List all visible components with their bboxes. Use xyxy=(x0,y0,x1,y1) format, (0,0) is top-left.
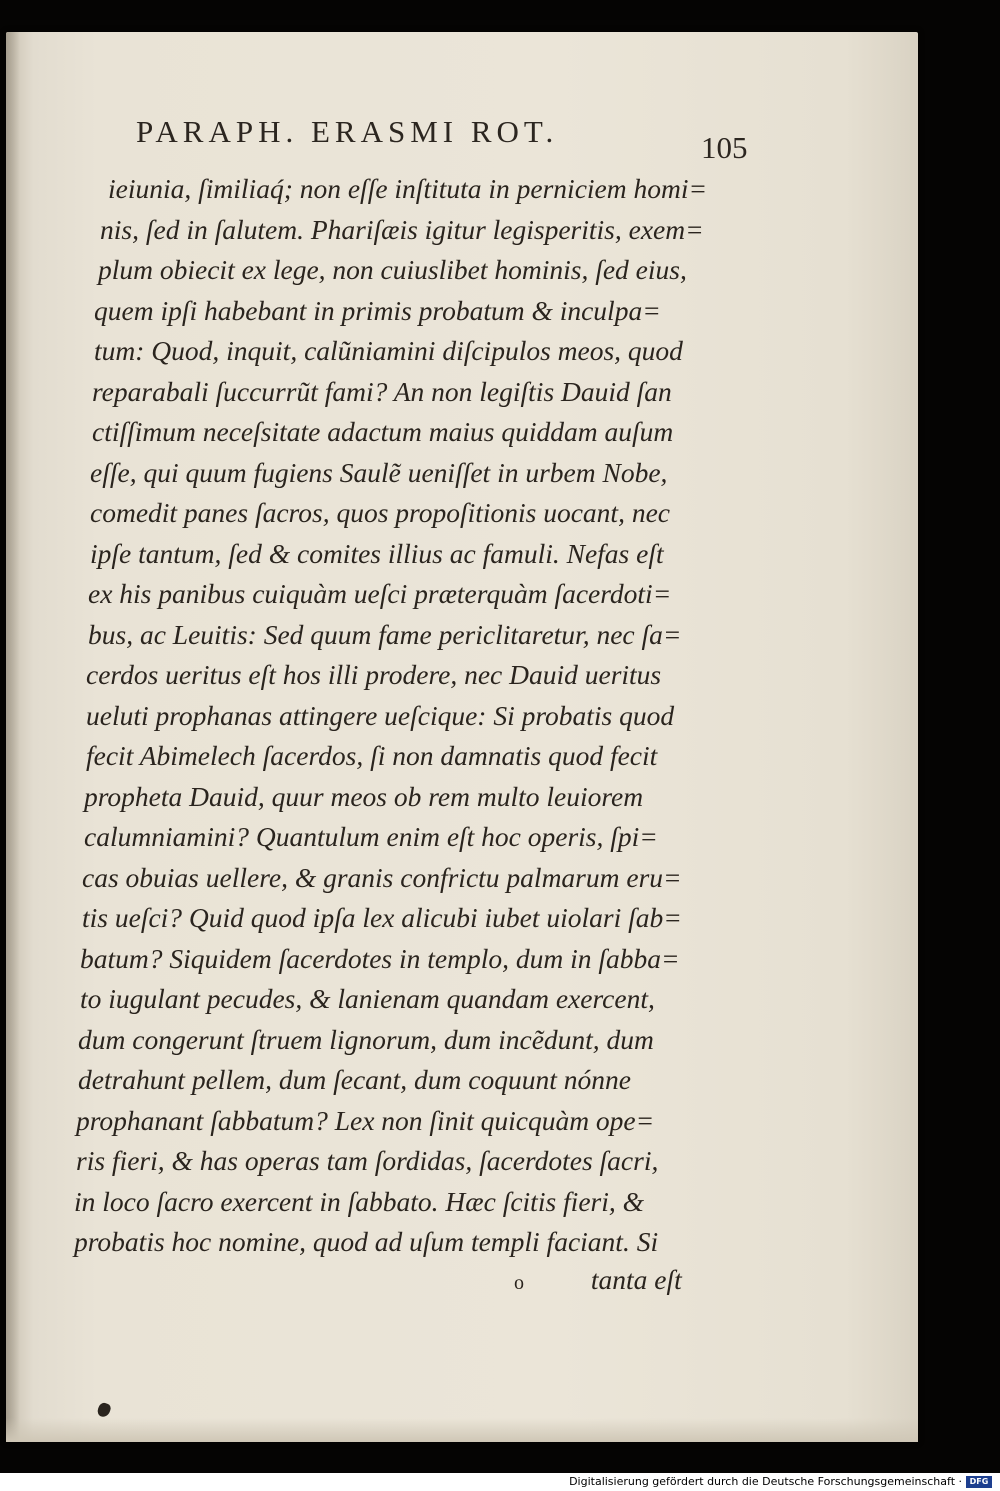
text-line: in loco ſacro exercent in ſabbato. Hæc ſcitis fieri, & xyxy=(74,1185,645,1217)
text-line: bus, ac Leuitis: Sed quum fame periclitaretur, nec ſa= xyxy=(88,618,682,650)
text-line: to iugulant pecudes, & lanienam quandam exercent, xyxy=(80,983,655,1014)
text-line: comedit panes ſacros, quos propoſitionis uocant, nec xyxy=(90,497,670,528)
text-line: calumniamini? Quantulum enim eſt hoc operis, ſpi= xyxy=(84,821,658,852)
footer-bar xyxy=(0,1473,1000,1491)
text-line: quem ipſi habebant in primis probatum & inculpa= xyxy=(94,294,661,326)
text-line: ex his panibus cuiquàm ueſci præterquàm ſacerdoti= xyxy=(88,578,672,609)
running-header: PARAPH. ERASMI ROT. xyxy=(136,114,559,149)
signature-mark: o xyxy=(514,1272,524,1294)
funding-credit: Digitalisierung gefördert durch die Deutsche Forschungsgemeinschaft · xyxy=(569,1475,962,1488)
text-line: cerdos ueritus eſt hos illi prodere, nec Dauid ueritus xyxy=(86,659,662,690)
text-line: detrahunt pellem, dum ſecant, dum coquunt nónne xyxy=(78,1064,631,1095)
catchword: tanta eſt xyxy=(590,1264,682,1295)
text-line: ctiſſimum neceſsitate adactum maius quiddam auſum xyxy=(92,416,674,447)
text-line: reparabali ſuccurrũt fami? An non legiſtis Dauid ſan xyxy=(92,375,672,407)
page-number: 105 xyxy=(701,130,748,165)
text-line: plum obiecit ex lege, non cuiuslibet hominis, ſed eius, xyxy=(98,254,687,285)
text-line: nis, ſed in ſalutem. Phariſæis igitur legisperitis, exem= xyxy=(100,213,704,245)
text-line: dum congerunt ſtruem lignorum, dum incẽdunt, dum xyxy=(78,1023,654,1055)
dfg-logo-icon: DFG xyxy=(966,1476,992,1488)
text-line: propheta Dauid, quur meos ob rem multo leuiorem xyxy=(84,780,644,812)
catchword-row xyxy=(514,1264,682,1296)
text-line: ieiunia, ſimiliaq́; non eſſe inſtituta in perniciem homi= xyxy=(108,173,708,204)
text-line: cas obuias uellere, & granis confrictu palmarum eru= xyxy=(82,861,682,893)
text-line: eſſe, qui quum fugiens Saulẽ ueniſſet in urbem Nobe, xyxy=(90,456,668,488)
text-line: ueluti prophanas attingere ueſcique: Si probatis quod xyxy=(86,699,675,731)
text-line: batum? Siquidem ſacerdotes in templo, dum in ſabba= xyxy=(80,942,680,974)
text-line: ris fieri, & has operas tam ſordidas, ſacerdotes ſacri, xyxy=(76,1145,659,1176)
text-line: fecit Abimelech ſacerdos, ſi non damnatis quod fecit xyxy=(86,740,658,771)
text-line: tis ueſci? Quid quod ipſa lex alicubi iubet uiolari ſab= xyxy=(82,902,682,933)
body-text xyxy=(74,169,734,1263)
text-line: probatis hoc nomine, quod ad uſum templi faciant. Si xyxy=(74,1226,659,1257)
text-line: tum: Quod, inquit, calũniamini diſcipulos meos, quod xyxy=(94,335,683,366)
text-line: prophanant ſabbatum? Lex non ſinit quicquàm ope= xyxy=(76,1104,655,1136)
book-page xyxy=(6,32,918,1442)
text-line: ipſe tantum, ſed & comites illius ac famuli. Nefas eſt xyxy=(90,537,664,569)
